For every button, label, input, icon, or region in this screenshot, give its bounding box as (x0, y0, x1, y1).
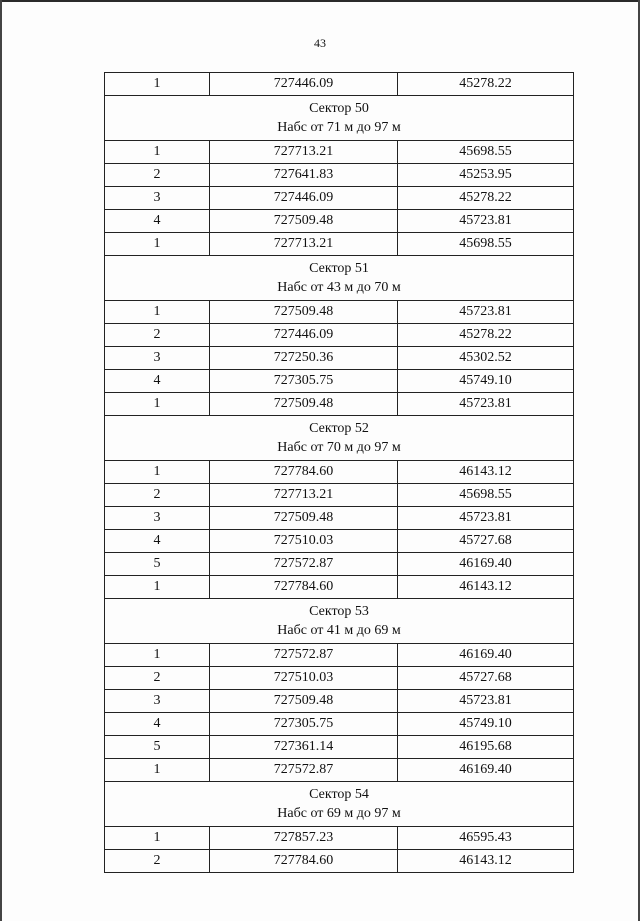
point-number-cell: 1 (105, 301, 210, 324)
point-number-cell: 1 (105, 461, 210, 484)
y-coordinate-cell: 46143.12 (398, 576, 574, 599)
x-coordinate-cell: 727572.87 (210, 644, 398, 667)
table-row (105, 370, 574, 393)
y-coordinate-cell: 45727.68 (398, 667, 574, 690)
sector-header-cell (105, 416, 574, 461)
y-coordinate-cell: 45698.55 (398, 233, 574, 256)
x-coordinate-cell: 727509.48 (210, 301, 398, 324)
point-number-cell: 1 (105, 233, 210, 256)
y-coordinate-cell: 46143.12 (398, 850, 574, 873)
x-coordinate-cell: 727713.21 (210, 233, 398, 256)
y-coordinate-cell: 46169.40 (398, 553, 574, 576)
table-row (105, 850, 574, 873)
y-coordinate-cell: 45723.81 (398, 210, 574, 233)
y-coordinate-cell: 46195.68 (398, 736, 574, 759)
x-coordinate-cell: 727509.48 (210, 393, 398, 416)
point-number-cell: 1 (105, 644, 210, 667)
y-coordinate-cell: 46143.12 (398, 461, 574, 484)
x-coordinate-cell: 727305.75 (210, 713, 398, 736)
sector-height-range: Набс от 43 м до 70 м (277, 280, 401, 295)
point-number-cell: 3 (105, 347, 210, 370)
table-row (105, 827, 574, 850)
sector-title: Сектор 51 (309, 261, 369, 276)
point-number-cell: 2 (105, 667, 210, 690)
y-coordinate-cell: 45698.55 (398, 141, 574, 164)
x-coordinate-cell: 727509.48 (210, 690, 398, 713)
table-row (105, 347, 574, 370)
point-number-cell: 1 (105, 827, 210, 850)
y-coordinate-cell: 45723.81 (398, 393, 574, 416)
y-coordinate-cell: 45253.95 (398, 164, 574, 187)
x-coordinate-cell: 727446.09 (210, 187, 398, 210)
point-number-cell: 1 (105, 141, 210, 164)
point-number-cell: 1 (105, 393, 210, 416)
x-coordinate-cell: 727509.48 (210, 507, 398, 530)
point-number-cell: 2 (105, 324, 210, 347)
x-coordinate-cell: 727305.75 (210, 370, 398, 393)
sector-header-row (105, 256, 574, 301)
y-coordinate-cell: 45749.10 (398, 370, 574, 393)
y-coordinate-cell: 46169.40 (398, 759, 574, 782)
sector-title: Сектор 53 (309, 604, 369, 619)
table-row (105, 393, 574, 416)
table-row (105, 576, 574, 599)
x-coordinate-cell: 727510.03 (210, 530, 398, 553)
sector-header-row (105, 599, 574, 644)
table-row (105, 461, 574, 484)
x-coordinate-cell: 727713.21 (210, 141, 398, 164)
sector-height-range: Набс от 69 м до 97 м (277, 806, 401, 821)
x-coordinate-cell: 727572.87 (210, 553, 398, 576)
point-number-cell: 3 (105, 507, 210, 530)
point-number-cell: 1 (105, 759, 210, 782)
point-number-cell: 2 (105, 850, 210, 873)
y-coordinate-cell: 46595.43 (398, 827, 574, 850)
table-row (105, 736, 574, 759)
table-row (105, 164, 574, 187)
table-row (105, 667, 574, 690)
y-coordinate-cell: 45723.81 (398, 301, 574, 324)
sector-header-row (105, 96, 574, 141)
y-coordinate-cell: 45278.22 (398, 324, 574, 347)
x-coordinate-cell: 727784.60 (210, 461, 398, 484)
x-coordinate-cell: 727446.09 (210, 73, 398, 96)
table-row (105, 301, 574, 324)
table-row (105, 553, 574, 576)
point-number-cell: 5 (105, 553, 210, 576)
table-row (105, 233, 574, 256)
x-coordinate-cell: 727509.48 (210, 210, 398, 233)
y-coordinate-cell: 45698.55 (398, 484, 574, 507)
y-coordinate-cell: 45723.81 (398, 507, 574, 530)
x-coordinate-cell: 727641.83 (210, 164, 398, 187)
x-coordinate-cell: 727713.21 (210, 484, 398, 507)
y-coordinate-cell: 45727.68 (398, 530, 574, 553)
page-number: 43 (314, 36, 326, 50)
point-number-cell: 3 (105, 690, 210, 713)
table-row (105, 141, 574, 164)
table-row (105, 759, 574, 782)
x-coordinate-cell: 727361.14 (210, 736, 398, 759)
y-coordinate-cell: 45302.52 (398, 347, 574, 370)
x-coordinate-cell: 727510.03 (210, 667, 398, 690)
sector-header-cell (105, 256, 574, 301)
point-number-cell: 2 (105, 164, 210, 187)
point-number-cell: 1 (105, 576, 210, 599)
coordinates-table-body (105, 73, 574, 873)
sector-height-range: Набс от 70 м до 97 м (277, 440, 401, 455)
point-number-cell: 4 (105, 713, 210, 736)
table-row (105, 507, 574, 530)
sector-header-row (105, 416, 574, 461)
table-row (105, 644, 574, 667)
point-number-cell: 4 (105, 530, 210, 553)
table-row (105, 73, 574, 96)
x-coordinate-cell: 727572.87 (210, 759, 398, 782)
point-number-cell: 1 (105, 73, 210, 96)
point-number-cell: 3 (105, 187, 210, 210)
table-row (105, 187, 574, 210)
y-coordinate-cell: 45723.81 (398, 690, 574, 713)
scan-border-top (0, 0, 640, 2)
table-row (105, 690, 574, 713)
point-number-cell: 4 (105, 210, 210, 233)
sector-height-range: Набс от 41 м до 69 м (277, 623, 401, 638)
x-coordinate-cell: 727250.36 (210, 347, 398, 370)
table-row (105, 713, 574, 736)
table-row (105, 210, 574, 233)
table-row (105, 324, 574, 347)
sector-header-row (105, 782, 574, 827)
sector-height-range: Набс от 71 м до 97 м (277, 120, 401, 135)
x-coordinate-cell: 727446.09 (210, 324, 398, 347)
y-coordinate-cell: 45278.22 (398, 73, 574, 96)
y-coordinate-cell: 45278.22 (398, 187, 574, 210)
sector-header-cell (105, 96, 574, 141)
point-number-cell: 5 (105, 736, 210, 759)
sector-title: Сектор 54 (309, 787, 369, 802)
y-coordinate-cell: 45749.10 (398, 713, 574, 736)
x-coordinate-cell: 727784.60 (210, 576, 398, 599)
table-row (105, 530, 574, 553)
sector-header-cell (105, 599, 574, 644)
x-coordinate-cell: 727784.60 (210, 850, 398, 873)
sector-title: Сектор 52 (309, 421, 369, 436)
point-number-cell: 4 (105, 370, 210, 393)
sector-header-cell (105, 782, 574, 827)
point-number-cell: 2 (105, 484, 210, 507)
table-row (105, 484, 574, 507)
scan-border-left (0, 0, 2, 921)
coordinates-table (104, 72, 574, 873)
sector-title: Сектор 50 (309, 101, 369, 116)
y-coordinate-cell: 46169.40 (398, 644, 574, 667)
x-coordinate-cell: 727857.23 (210, 827, 398, 850)
